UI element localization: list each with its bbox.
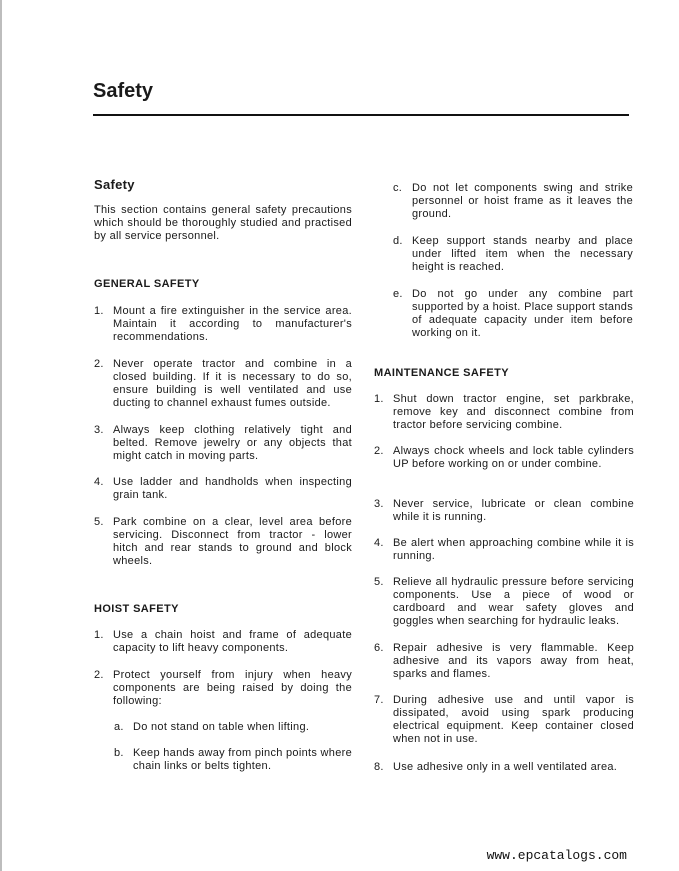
item-number: 5. — [94, 516, 104, 528]
hoist-safety-subitem — [114, 721, 352, 734]
maintenance-safety-heading-block — [374, 367, 634, 380]
subitem-letter: e. — [393, 288, 403, 300]
item-text: Never operate tractor and combine in a closed building. If it is necessary to do so, ensure building is well ventilated and use ducting to channel exhaust fumes outside. — [113, 358, 352, 409]
item-number: 1. — [94, 305, 104, 317]
item-number: 3. — [94, 424, 104, 436]
item-number: 4. — [94, 476, 104, 488]
item-text: Use a chain hoist and frame of adequate capacity to lift heavy components. — [113, 629, 352, 654]
maintenance-safety-item — [374, 761, 634, 774]
page-title: Safety — [93, 80, 154, 102]
item-text: Always keep clothing relatively tight and belted. Remove jewelry or any objects that might catch in moving parts. — [113, 424, 352, 462]
hoist-safety-subitem — [393, 182, 633, 221]
maintenance-safety-item — [374, 642, 634, 681]
item-number: 4. — [374, 537, 384, 549]
hoist-safety-heading-block — [94, 603, 352, 616]
maintenance-safety-item — [374, 445, 634, 471]
subitem-text: Keep hands away from pinch points where chain links or belts tighten. — [133, 747, 352, 772]
watermark-url: www.epcatalogs.com — [486, 848, 627, 863]
general-safety-item — [94, 424, 352, 463]
item-text: Repair adhesive is very flammable. Keep adhesive and its vapors away from heat, sparks and flames. — [393, 642, 634, 680]
item-number: 2. — [94, 669, 104, 681]
subitem-text: Keep support stands nearby and place under lifted item when the necessary height is reached. — [412, 235, 633, 273]
item-number: 2. — [94, 358, 104, 370]
intro-text: This section contains general safety precautions which should be thoroughly studied and practised by all service personnel. — [94, 204, 352, 242]
subitem-letter: a. — [114, 721, 124, 733]
item-text: Relieve all hydraulic pressure before servicing components. Use a piece of wood or cardboard and wear safety gloves and goggles when searching for hydraulic leaks. — [393, 576, 634, 627]
hoist-safety-subitem — [393, 235, 633, 274]
item-text: Mount a fire extinguisher in the service area. Maintain it according to manufacturer's recommendations. — [113, 305, 352, 343]
subitem-text: Do not let components swing and strike personnel or hoist frame as it leaves the ground. — [412, 182, 633, 220]
general-safety-heading-block — [94, 278, 352, 291]
item-number: 1. — [374, 393, 384, 405]
item-text: Be alert when approaching combine while it is running. — [393, 537, 634, 562]
subitem-text: Do not stand on table when lifting. — [133, 721, 310, 733]
general-safety-item — [94, 305, 352, 344]
intro-heading: Safety — [94, 177, 135, 192]
item-text: Always chock wheels and lock table cylinders UP before working on or under combine. — [393, 445, 634, 470]
item-text: Use ladder and handholds when inspecting grain tank. — [113, 476, 352, 501]
item-number: 8. — [374, 761, 384, 773]
item-number: 3. — [374, 498, 384, 510]
hoist-safety-heading: HOIST SAFETY — [94, 603, 179, 615]
general-safety-item — [94, 476, 352, 502]
maintenance-safety-item — [374, 537, 634, 563]
title-rule — [93, 114, 629, 116]
general-safety-item — [94, 516, 352, 568]
general-safety-item — [94, 358, 352, 410]
general-safety-heading: GENERAL SAFETY — [94, 278, 200, 290]
item-number: 6. — [374, 642, 384, 654]
maintenance-safety-heading: MAINTENANCE SAFETY — [374, 367, 509, 379]
item-number: 2. — [374, 445, 384, 457]
maintenance-safety-item — [374, 694, 634, 746]
item-text: Park combine on a clear, level area before servicing. Disconnect from tractor - lower hitch and rear stands to ground and block wheels. — [113, 516, 352, 567]
maintenance-safety-item — [374, 498, 634, 524]
item-text: Shut down tractor engine, set parkbrake, remove key and disconnect combine from tractor before servicing combine. — [393, 393, 634, 431]
hoist-safety-subitem — [393, 288, 633, 340]
intro-section — [94, 178, 352, 243]
item-text: During adhesive use and until vapor is dissipated, avoid using spark producing electrical equipment. Keep container closed when not in use. — [393, 694, 634, 745]
subitem-letter: d. — [393, 235, 403, 247]
hoist-safety-item — [94, 669, 352, 708]
maintenance-safety-item — [374, 393, 634, 432]
hoist-safety-subitem — [114, 747, 352, 773]
subitem-text: Do not go under any combine part supported by a hoist. Place support stands of adequate capacity under item before working on it. — [412, 288, 633, 339]
item-text: Protect yourself from injury when heavy components are being raised by doing the following: — [113, 669, 352, 707]
item-text: Use adhesive only in a well ventilated area. — [393, 761, 618, 773]
hoist-safety-item — [94, 629, 352, 655]
subitem-letter: c. — [393, 182, 403, 194]
item-number: 7. — [374, 694, 384, 706]
page-edge-line — [0, 0, 2, 871]
item-number: 1. — [94, 629, 104, 641]
item-text: Never service, lubricate or clean combine while it is running. — [393, 498, 634, 523]
maintenance-safety-item — [374, 576, 634, 628]
subitem-letter: b. — [114, 747, 124, 759]
item-number: 5. — [374, 576, 384, 588]
